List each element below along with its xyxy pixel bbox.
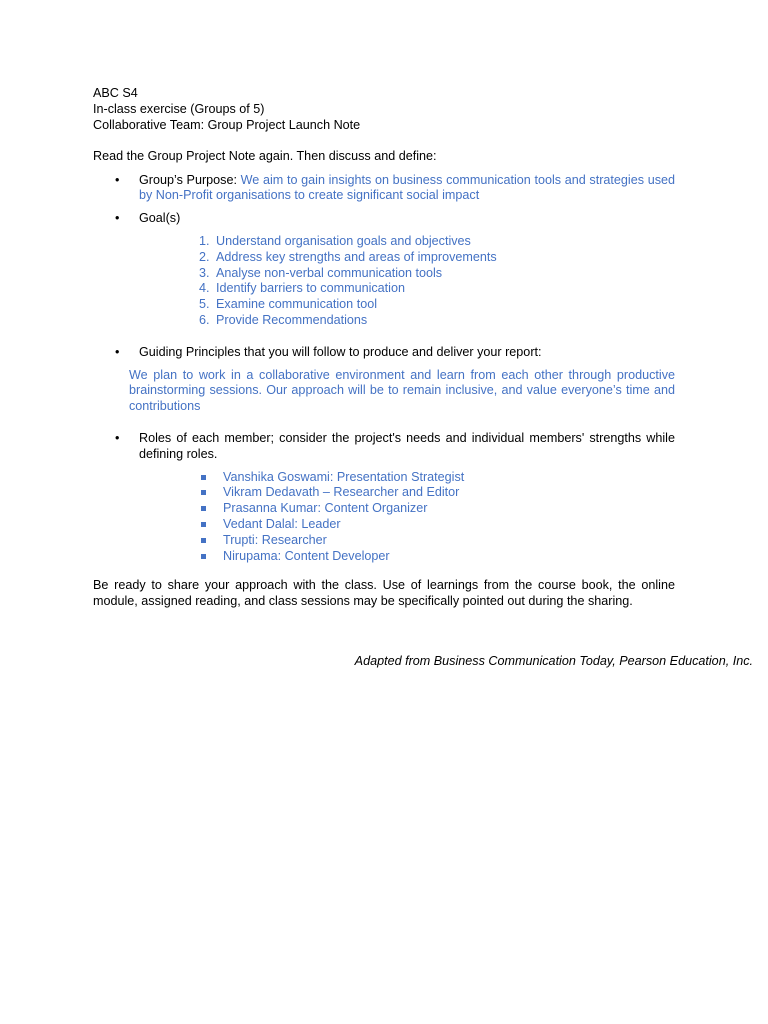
goals-label: Goal(s) (139, 211, 181, 226)
principles-item (93, 345, 675, 361)
list-item: 3. Analyse non-verbal communication tools (199, 265, 443, 280)
roles-label: Roles of each member; consider the project's needs and individual members' strengths while defining roles. (139, 431, 675, 461)
list-item: Vedant Dalal: Leader (199, 517, 675, 533)
bullet-icon: • (115, 211, 120, 226)
attribution-note: Adapted from Business Communication Today, Pearson Education, Inc. (354, 654, 753, 668)
list-item: Vanshika Goswami: Presentation Strategist (199, 470, 675, 486)
square-bullet-icon (201, 506, 206, 511)
bullet-icon: • (115, 344, 120, 359)
list-item: Prasanna Kumar: Content Organizer (199, 501, 675, 517)
list-item: Nirupama: Content Developer (199, 549, 675, 565)
roles-item (93, 431, 675, 463)
list-item: Trupti: Researcher (199, 533, 675, 549)
square-bullet-icon (201, 538, 206, 543)
purpose-answer: We aim to gain insights on business communication tools and strategies used by Non-Profit organisations to create significant social impact (139, 172, 675, 203)
document-title: Collaborative Team: Group Project Launch Note (93, 117, 361, 132)
exercise-type: In-class exercise (Groups of 5) (93, 101, 265, 116)
list-item: 5. Examine communication tool (199, 297, 377, 312)
course-code: ABC S4 (93, 86, 138, 100)
list-item: 4. Identify barriers to communication (199, 281, 405, 296)
list-item: 2. Address key strengths and areas of improvements (199, 249, 497, 264)
intro-text: Read the Group Project Note again. Then discuss and define: (93, 148, 437, 163)
roles-list (93, 470, 675, 565)
square-bullet-icon (201, 490, 206, 495)
document-header (93, 86, 675, 133)
list-item: 1. Understand organisation goals and objectives (199, 234, 471, 249)
document-page (93, 86, 675, 610)
bullet-icon: • (115, 431, 120, 446)
goals-list (93, 234, 675, 329)
bullet-icon: • (115, 172, 120, 187)
list-item: 6. Provide Recommendations (199, 313, 368, 328)
purpose-label: Group’s Purpose: (139, 172, 241, 187)
square-bullet-icon (201, 475, 206, 480)
square-bullet-icon (201, 522, 206, 527)
closing-text: Be ready to share your approach with the class. Use of learnings from the course book, the online module, assigned reading, and class sessions may be specifically pointed out during the sharing. (93, 578, 675, 609)
principles-label: Guiding Principles that you will follow to produce and deliver your report: (139, 344, 542, 359)
list-item: Vikram Dedavath – Researcher and Editor (199, 485, 675, 501)
goals-item (93, 211, 675, 227)
purpose-item (93, 173, 675, 205)
principles-answer: We plan to work in a collaborative environment and learn from each other through productive brainstorming sessions. Our approach will be to remain inclusive, and value everyone’s time and contributions (129, 367, 675, 414)
square-bullet-icon (201, 554, 206, 559)
